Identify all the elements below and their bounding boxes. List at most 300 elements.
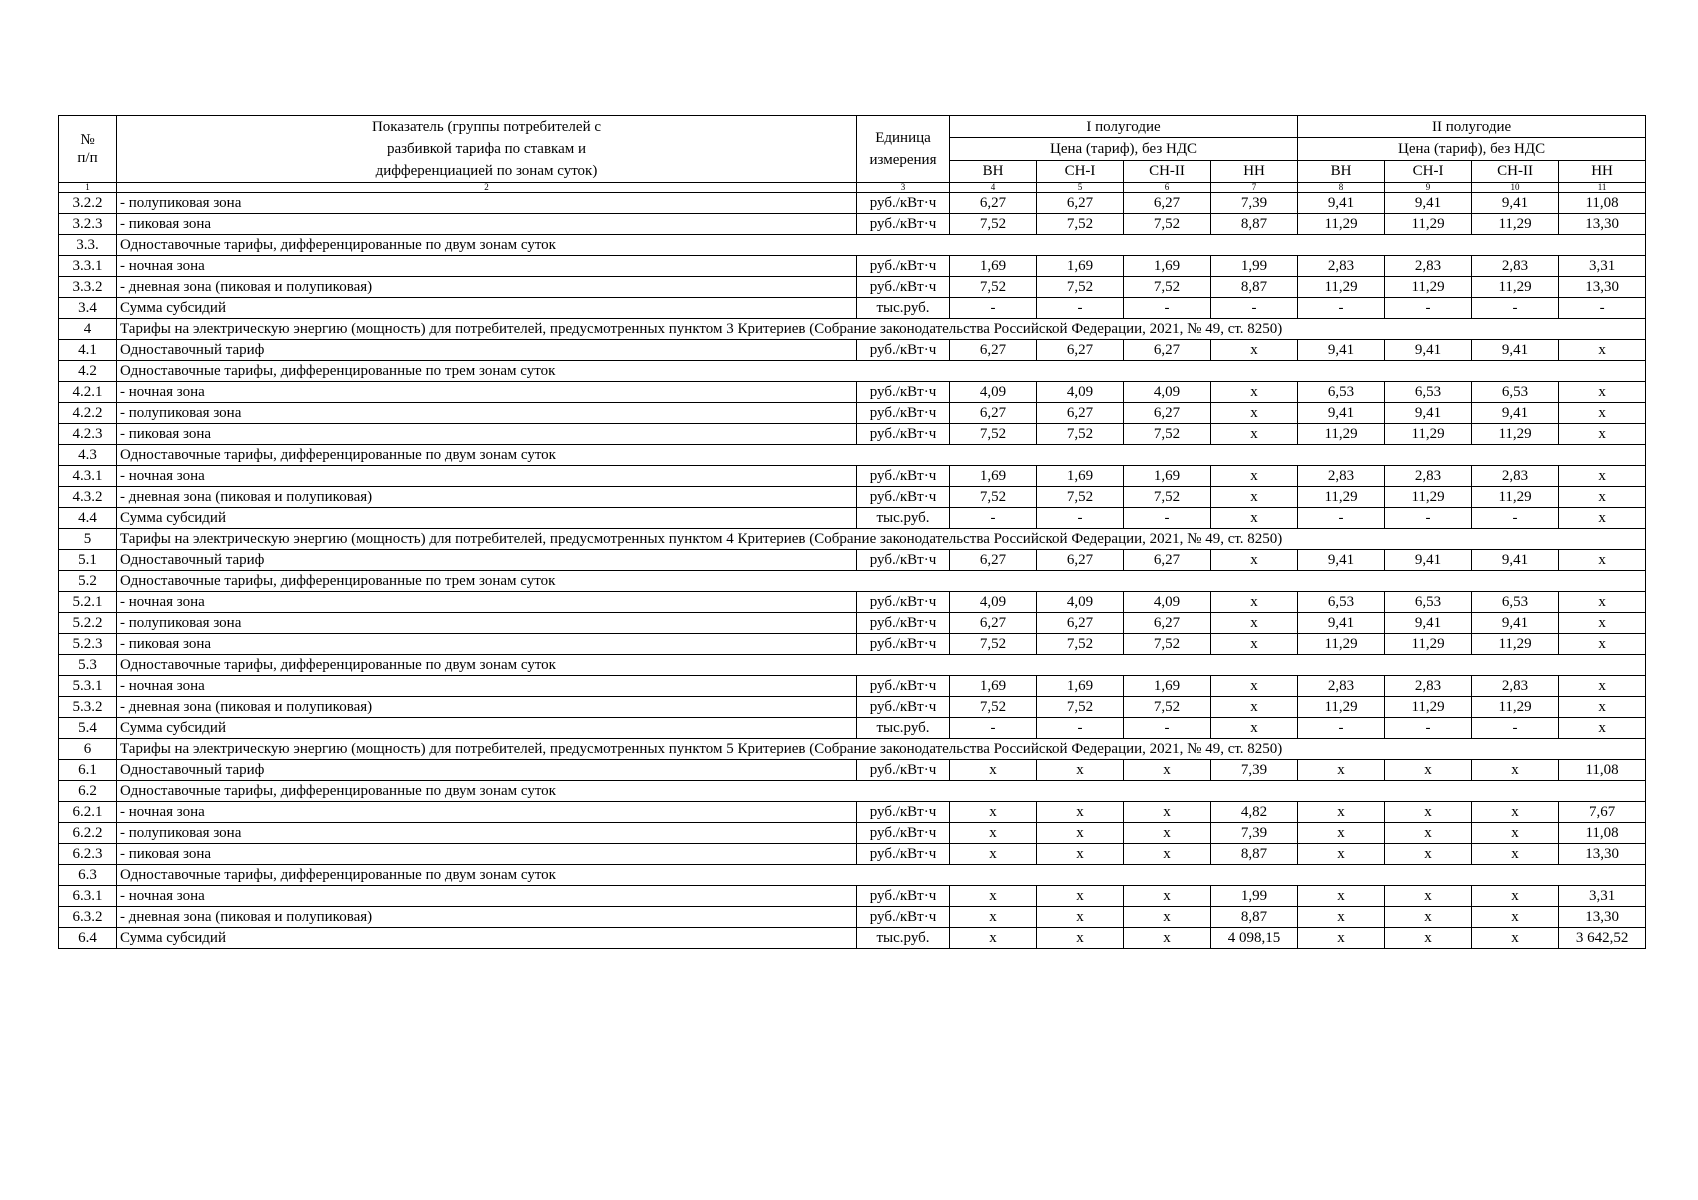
- tariff-value: х: [1298, 823, 1385, 844]
- table-row: [59, 760, 1646, 781]
- tariff-value: -: [1298, 298, 1385, 319]
- table-row: [59, 907, 1646, 928]
- tariff-value: 2,83: [1385, 466, 1472, 487]
- tariff-value: 8,87: [1211, 214, 1298, 235]
- tariff-value: х: [1037, 760, 1124, 781]
- row-number: 3.4: [59, 298, 117, 319]
- row-number: 4.2: [59, 361, 117, 382]
- tariff-value: х: [1385, 886, 1472, 907]
- tariff-value: 11,29: [1298, 277, 1385, 298]
- tariff-value: 9,41: [1385, 613, 1472, 634]
- tariff-value: х: [1559, 382, 1646, 403]
- table-row: [59, 802, 1646, 823]
- tariff-value: 11,29: [1385, 487, 1472, 508]
- table-row: [59, 676, 1646, 697]
- table-row: [59, 613, 1646, 634]
- tariff-value: х: [1037, 802, 1124, 823]
- tariff-value: х: [1124, 886, 1211, 907]
- row-number: 4.4: [59, 508, 117, 529]
- row-unit: тыс.руб.: [857, 508, 950, 529]
- tariff-value: 6,27: [1037, 193, 1124, 214]
- header-unit: Единица измерения: [857, 116, 950, 183]
- tariff-value: 7,52: [950, 487, 1037, 508]
- row-indicator: Одноставочный тариф: [117, 550, 857, 571]
- row-unit: руб./кВт·ч: [857, 907, 950, 928]
- row-unit: руб./кВт·ч: [857, 613, 950, 634]
- tariff-value: 13,30: [1559, 214, 1646, 235]
- tariff-value: 11,29: [1472, 697, 1559, 718]
- table-row: [59, 340, 1646, 361]
- tariff-value: х: [1472, 802, 1559, 823]
- tariff-value: 7,52: [1124, 424, 1211, 445]
- tariff-value: х: [1385, 823, 1472, 844]
- tariff-value: 11,29: [1385, 424, 1472, 445]
- tariff-value: 7,52: [1037, 634, 1124, 655]
- row-number: 6.1: [59, 760, 117, 781]
- row-unit: руб./кВт·ч: [857, 256, 950, 277]
- tariff-value: х: [950, 928, 1037, 949]
- tariff-value: 6,53: [1298, 592, 1385, 613]
- table-row: [59, 550, 1646, 571]
- group-row: [59, 445, 1646, 466]
- tariff-value: х: [1472, 886, 1559, 907]
- table-header: [59, 116, 1646, 193]
- header-level: ВН: [950, 160, 1037, 182]
- tariff-value: 3,31: [1559, 886, 1646, 907]
- tariff-value: х: [1211, 508, 1298, 529]
- tariff-value: 11,08: [1559, 193, 1646, 214]
- group-row: [59, 781, 1646, 802]
- tariff-value: 6,27: [950, 550, 1037, 571]
- tariff-value: 1,69: [950, 676, 1037, 697]
- row-indicator: - полупиковая зона: [117, 613, 857, 634]
- column-number: 3: [857, 183, 950, 193]
- tariff-value: 2,83: [1472, 466, 1559, 487]
- tariff-value: 7,52: [1037, 214, 1124, 235]
- tariff-value: х: [1559, 508, 1646, 529]
- header-half-2: II полугодие: [1298, 116, 1646, 138]
- tariff-value: 1,69: [950, 466, 1037, 487]
- tariff-value: 4,09: [1037, 592, 1124, 613]
- row-indicator: Одноставочный тариф: [117, 760, 857, 781]
- tariff-value: 9,41: [1385, 340, 1472, 361]
- row-number: 5.2.2: [59, 613, 117, 634]
- group-title: Одноставочные тарифы, дифференцированные по двум зонам суток: [117, 235, 1646, 256]
- tariff-value: х: [1385, 907, 1472, 928]
- row-indicator: - дневная зона (пиковая и полупиковая): [117, 487, 857, 508]
- row-unit: руб./кВт·ч: [857, 466, 950, 487]
- row-unit: руб./кВт·ч: [857, 487, 950, 508]
- tariff-value: х: [1472, 823, 1559, 844]
- header-half-1: I полугодие: [950, 116, 1298, 138]
- tariff-value: 6,27: [950, 340, 1037, 361]
- tariff-value: 7,52: [1124, 487, 1211, 508]
- row-unit: руб./кВт·ч: [857, 340, 950, 361]
- header-level: НН: [1211, 160, 1298, 182]
- tariff-value: х: [1559, 340, 1646, 361]
- tariff-value: 9,41: [1472, 193, 1559, 214]
- tariff-value: 11,08: [1559, 760, 1646, 781]
- tariff-value: х: [1124, 844, 1211, 865]
- row-unit: руб./кВт·ч: [857, 823, 950, 844]
- group-row: [59, 361, 1646, 382]
- header-price-1: Цена (тариф), без НДС: [950, 138, 1298, 160]
- tariff-value: х: [1124, 907, 1211, 928]
- column-number: 6: [1124, 183, 1211, 193]
- tariff-value: х: [1559, 718, 1646, 739]
- tariff-value: х: [1211, 592, 1298, 613]
- tariff-value: 7,52: [950, 277, 1037, 298]
- table-body: [59, 193, 1646, 949]
- row-unit: руб./кВт·ч: [857, 844, 950, 865]
- tariff-value: х: [1472, 760, 1559, 781]
- row-indicator: Сумма субсидий: [117, 508, 857, 529]
- row-indicator: - ночная зона: [117, 592, 857, 613]
- table-row: [59, 487, 1646, 508]
- table-row: [59, 823, 1646, 844]
- tariff-value: 3 642,52: [1559, 928, 1646, 949]
- column-number: 2: [117, 183, 857, 193]
- table-row: [59, 193, 1646, 214]
- row-indicator: - дневная зона (пиковая и полупиковая): [117, 697, 857, 718]
- tariff-value: 13,30: [1559, 907, 1646, 928]
- tariff-value: 9,41: [1298, 193, 1385, 214]
- header-indicator: Показатель (группы потребителей с разбивкой тарифа по ставкам и дифференциацией по зонам суток): [117, 116, 857, 183]
- row-indicator: - ночная зона: [117, 676, 857, 697]
- tariff-value: 6,27: [1037, 613, 1124, 634]
- tariff-value: 6,53: [1385, 382, 1472, 403]
- row-number: 6.2.1: [59, 802, 117, 823]
- row-number: 4.2.3: [59, 424, 117, 445]
- column-number: 5: [1037, 183, 1124, 193]
- header-level: СН-II: [1124, 160, 1211, 182]
- tariff-value: -: [1385, 298, 1472, 319]
- tariff-value: 1,69: [1124, 466, 1211, 487]
- row-number: 3.2.2: [59, 193, 117, 214]
- table-row: [59, 592, 1646, 613]
- row-unit: тыс.руб.: [857, 298, 950, 319]
- tariff-value: 7,67: [1559, 802, 1646, 823]
- group-row: [59, 235, 1646, 256]
- row-number: 5.2: [59, 571, 117, 592]
- row-unit: руб./кВт·ч: [857, 634, 950, 655]
- tariff-value: 6,27: [1124, 340, 1211, 361]
- tariff-value: х: [1472, 907, 1559, 928]
- tariff-value: 7,52: [950, 697, 1037, 718]
- tariff-value: х: [1559, 487, 1646, 508]
- header-level: СН-I: [1037, 160, 1124, 182]
- table-row: [59, 214, 1646, 235]
- tariff-value: х: [1211, 466, 1298, 487]
- tariff-value: 8,87: [1211, 277, 1298, 298]
- tariff-value: 11,29: [1298, 634, 1385, 655]
- row-unit: руб./кВт·ч: [857, 214, 950, 235]
- tariff-value: 11,29: [1472, 277, 1559, 298]
- row-indicator: - пиковая зона: [117, 424, 857, 445]
- tariff-value: 6,27: [1124, 193, 1211, 214]
- row-number: 3.3.1: [59, 256, 117, 277]
- tariff-value: 7,39: [1211, 193, 1298, 214]
- section-row: [59, 739, 1646, 760]
- table-row: [59, 256, 1646, 277]
- table-row: [59, 466, 1646, 487]
- group-row: [59, 655, 1646, 676]
- column-number: 11: [1559, 183, 1646, 193]
- tariff-value: -: [1037, 508, 1124, 529]
- tariff-value: 9,41: [1298, 340, 1385, 361]
- row-number: 4.3.2: [59, 487, 117, 508]
- table-row: [59, 844, 1646, 865]
- tariff-value: х: [1211, 424, 1298, 445]
- tariff-value: 7,39: [1211, 760, 1298, 781]
- tariff-value: х: [1037, 823, 1124, 844]
- tariff-value: 7,52: [1037, 487, 1124, 508]
- tariff-value: 4,09: [1124, 382, 1211, 403]
- tariff-value: х: [1559, 550, 1646, 571]
- tariff-value: х: [1298, 844, 1385, 865]
- row-unit: руб./кВт·ч: [857, 697, 950, 718]
- tariff-value: х: [1211, 382, 1298, 403]
- tariff-value: 6,27: [1124, 403, 1211, 424]
- section-row: [59, 529, 1646, 550]
- tariff-value: 1,99: [1211, 256, 1298, 277]
- tariff-value: 1,69: [1037, 466, 1124, 487]
- row-number: 5.3.1: [59, 676, 117, 697]
- tariff-value: х: [1559, 613, 1646, 634]
- tariff-value: 6,27: [950, 613, 1037, 634]
- tariff-value: х: [1211, 550, 1298, 571]
- row-number: 6: [59, 739, 117, 760]
- group-title: Одноставочные тарифы, дифференцированные по двум зонам суток: [117, 445, 1646, 466]
- tariff-value: 7,39: [1211, 823, 1298, 844]
- table-row: [59, 382, 1646, 403]
- row-indicator: - ночная зона: [117, 802, 857, 823]
- tariff-value: 11,29: [1298, 487, 1385, 508]
- row-number: 6.3.1: [59, 886, 117, 907]
- table-row: [59, 886, 1646, 907]
- tariff-value: 7,52: [1124, 634, 1211, 655]
- tariff-value: 7,52: [1037, 277, 1124, 298]
- tariff-value: -: [1559, 298, 1646, 319]
- row-indicator: - ночная зона: [117, 256, 857, 277]
- row-number: 3.3.2: [59, 277, 117, 298]
- group-title: Одноставочные тарифы, дифференцированные по трем зонам суток: [117, 571, 1646, 592]
- section-row: [59, 319, 1646, 340]
- table-row: [59, 634, 1646, 655]
- tariff-value: 6,53: [1298, 382, 1385, 403]
- tariff-value: х: [1385, 760, 1472, 781]
- tariff-value: х: [1211, 634, 1298, 655]
- tariff-value: х: [1385, 928, 1472, 949]
- row-number: 5.3.2: [59, 697, 117, 718]
- tariff-value: х: [1124, 760, 1211, 781]
- row-indicator: - ночная зона: [117, 466, 857, 487]
- tariff-value: 7,52: [1037, 697, 1124, 718]
- tariff-value: х: [1124, 802, 1211, 823]
- row-number: 4.2.1: [59, 382, 117, 403]
- row-unit: руб./кВт·ч: [857, 802, 950, 823]
- tariff-value: 2,83: [1472, 676, 1559, 697]
- tariff-value: 11,29: [1298, 697, 1385, 718]
- tariff-value: 1,69: [1124, 256, 1211, 277]
- group-title: Одноставочные тарифы, дифференцированные по двум зонам суток: [117, 865, 1646, 886]
- row-number: 5.1: [59, 550, 117, 571]
- tariff-value: 11,29: [1472, 424, 1559, 445]
- header-num: № п/п: [59, 116, 117, 183]
- row-indicator: - дневная зона (пиковая и полупиковая): [117, 277, 857, 298]
- tariff-value: 3,31: [1559, 256, 1646, 277]
- tariff-value: 2,83: [1298, 676, 1385, 697]
- group-row: [59, 865, 1646, 886]
- tariff-value: 11,29: [1385, 277, 1472, 298]
- row-number: 4.2.2: [59, 403, 117, 424]
- tariff-table: [58, 115, 1646, 949]
- tariff-value: х: [1211, 676, 1298, 697]
- tariff-value: 11,08: [1559, 823, 1646, 844]
- tariff-value: -: [1124, 508, 1211, 529]
- column-number: 10: [1472, 183, 1559, 193]
- row-number: 3.3.: [59, 235, 117, 256]
- row-unit: руб./кВт·ч: [857, 676, 950, 697]
- tariff-value: 9,41: [1472, 403, 1559, 424]
- row-number: 5.2.1: [59, 592, 117, 613]
- group-row: [59, 571, 1646, 592]
- column-number-row: [59, 183, 1646, 193]
- row-indicator: - ночная зона: [117, 886, 857, 907]
- tariff-value: -: [1037, 298, 1124, 319]
- tariff-value: 11,29: [1385, 214, 1472, 235]
- table-row: [59, 718, 1646, 739]
- tariff-value: -: [1385, 718, 1472, 739]
- tariff-value: х: [950, 907, 1037, 928]
- tariff-value: х: [1124, 928, 1211, 949]
- tariff-value: 9,41: [1298, 550, 1385, 571]
- tariff-value: х: [1559, 592, 1646, 613]
- row-number: 4: [59, 319, 117, 340]
- tariff-value: х: [1559, 403, 1646, 424]
- header-level: СН-II: [1472, 160, 1559, 182]
- tariff-value: х: [1211, 613, 1298, 634]
- tariff-value: х: [950, 886, 1037, 907]
- tariff-value: х: [1037, 886, 1124, 907]
- tariff-value: х: [1037, 907, 1124, 928]
- tariff-value: 1,69: [950, 256, 1037, 277]
- table-row: [59, 403, 1646, 424]
- table-row: [59, 928, 1646, 949]
- tariff-value: х: [1298, 802, 1385, 823]
- table-row: [59, 508, 1646, 529]
- tariff-value: 11,29: [1472, 634, 1559, 655]
- tariff-value: х: [1385, 802, 1472, 823]
- tariff-value: х: [1124, 823, 1211, 844]
- row-indicator: Одноставочный тариф: [117, 340, 857, 361]
- section-title: Тарифы на электрическую энергию (мощность) для потребителей, предусмотренных пунктом 4 Критериев (Собрание законодательства Российской Федерации, 2021, № 49, ст. 8250): [117, 529, 1646, 550]
- tariff-value: 4,09: [950, 592, 1037, 613]
- tariff-value: 1,69: [1037, 256, 1124, 277]
- row-number: 5: [59, 529, 117, 550]
- tariff-value: х: [1298, 886, 1385, 907]
- row-indicator: - полупиковая зона: [117, 403, 857, 424]
- section-title: Тарифы на электрическую энергию (мощность) для потребителей, предусмотренных пунктом 5 Критериев (Собрание законодательства Российской Федерации, 2021, № 49, ст. 8250): [117, 739, 1646, 760]
- tariff-value: 4 098,15: [1211, 928, 1298, 949]
- tariff-value: -: [1298, 718, 1385, 739]
- row-number: 5.4: [59, 718, 117, 739]
- row-unit: руб./кВт·ч: [857, 193, 950, 214]
- tariff-value: 6,53: [1385, 592, 1472, 613]
- group-title: Одноставочные тарифы, дифференцированные по двум зонам суток: [117, 781, 1646, 802]
- column-number: 9: [1385, 183, 1472, 193]
- tariff-value: 6,27: [1124, 613, 1211, 634]
- tariff-value: 11,29: [1385, 697, 1472, 718]
- tariff-value: 2,83: [1298, 466, 1385, 487]
- tariff-value: 6,27: [950, 193, 1037, 214]
- row-indicator: - пиковая зона: [117, 214, 857, 235]
- row-unit: руб./кВт·ч: [857, 760, 950, 781]
- tariff-value: 6,27: [1037, 550, 1124, 571]
- tariff-value: х: [1385, 844, 1472, 865]
- column-number: 8: [1298, 183, 1385, 193]
- row-indicator: Сумма субсидий: [117, 298, 857, 319]
- tariff-value: х: [1559, 676, 1646, 697]
- tariff-value: 9,41: [1385, 550, 1472, 571]
- row-number: 6.2: [59, 781, 117, 802]
- tariff-value: х: [1298, 907, 1385, 928]
- row-unit: тыс.руб.: [857, 718, 950, 739]
- row-number: 6.3: [59, 865, 117, 886]
- tariff-value: х: [950, 823, 1037, 844]
- tariff-value: х: [1037, 844, 1124, 865]
- tariff-value: х: [950, 760, 1037, 781]
- row-number: 3.2.3: [59, 214, 117, 235]
- row-indicator: - полупиковая зона: [117, 193, 857, 214]
- tariff-value: -: [1472, 298, 1559, 319]
- row-unit: тыс.руб.: [857, 928, 950, 949]
- tariff-value: 1,99: [1211, 886, 1298, 907]
- tariff-value: 4,09: [1124, 592, 1211, 613]
- tariff-value: -: [1472, 718, 1559, 739]
- row-number: 5.2.3: [59, 634, 117, 655]
- tariff-value: 2,83: [1472, 256, 1559, 277]
- header-price-2: Цена (тариф), без НДС: [1298, 138, 1646, 160]
- row-number: 6.2.2: [59, 823, 117, 844]
- tariff-value: -: [1124, 298, 1211, 319]
- row-unit: руб./кВт·ч: [857, 550, 950, 571]
- tariff-value: -: [950, 298, 1037, 319]
- tariff-value: 13,30: [1559, 277, 1646, 298]
- row-number: 6.4: [59, 928, 117, 949]
- tariff-value: 8,87: [1211, 907, 1298, 928]
- table-row: [59, 697, 1646, 718]
- tariff-value: х: [1211, 403, 1298, 424]
- tariff-value: -: [1298, 508, 1385, 529]
- tariff-value: 4,82: [1211, 802, 1298, 823]
- row-unit: руб./кВт·ч: [857, 592, 950, 613]
- tariff-value: 6,27: [1124, 550, 1211, 571]
- row-unit: руб./кВт·ч: [857, 277, 950, 298]
- tariff-value: 9,41: [1298, 613, 1385, 634]
- tariff-value: х: [1037, 928, 1124, 949]
- table-row: [59, 298, 1646, 319]
- tariff-value: 6,27: [1037, 403, 1124, 424]
- row-number: 5.3: [59, 655, 117, 676]
- group-title: Одноставочные тарифы, дифференцированные по двум зонам суток: [117, 655, 1646, 676]
- tariff-value: х: [1211, 487, 1298, 508]
- tariff-value: 9,41: [1472, 550, 1559, 571]
- row-number: 4.3.1: [59, 466, 117, 487]
- tariff-value: 7,52: [1037, 424, 1124, 445]
- tariff-value: 2,83: [1385, 256, 1472, 277]
- tariff-value: 11,29: [1472, 214, 1559, 235]
